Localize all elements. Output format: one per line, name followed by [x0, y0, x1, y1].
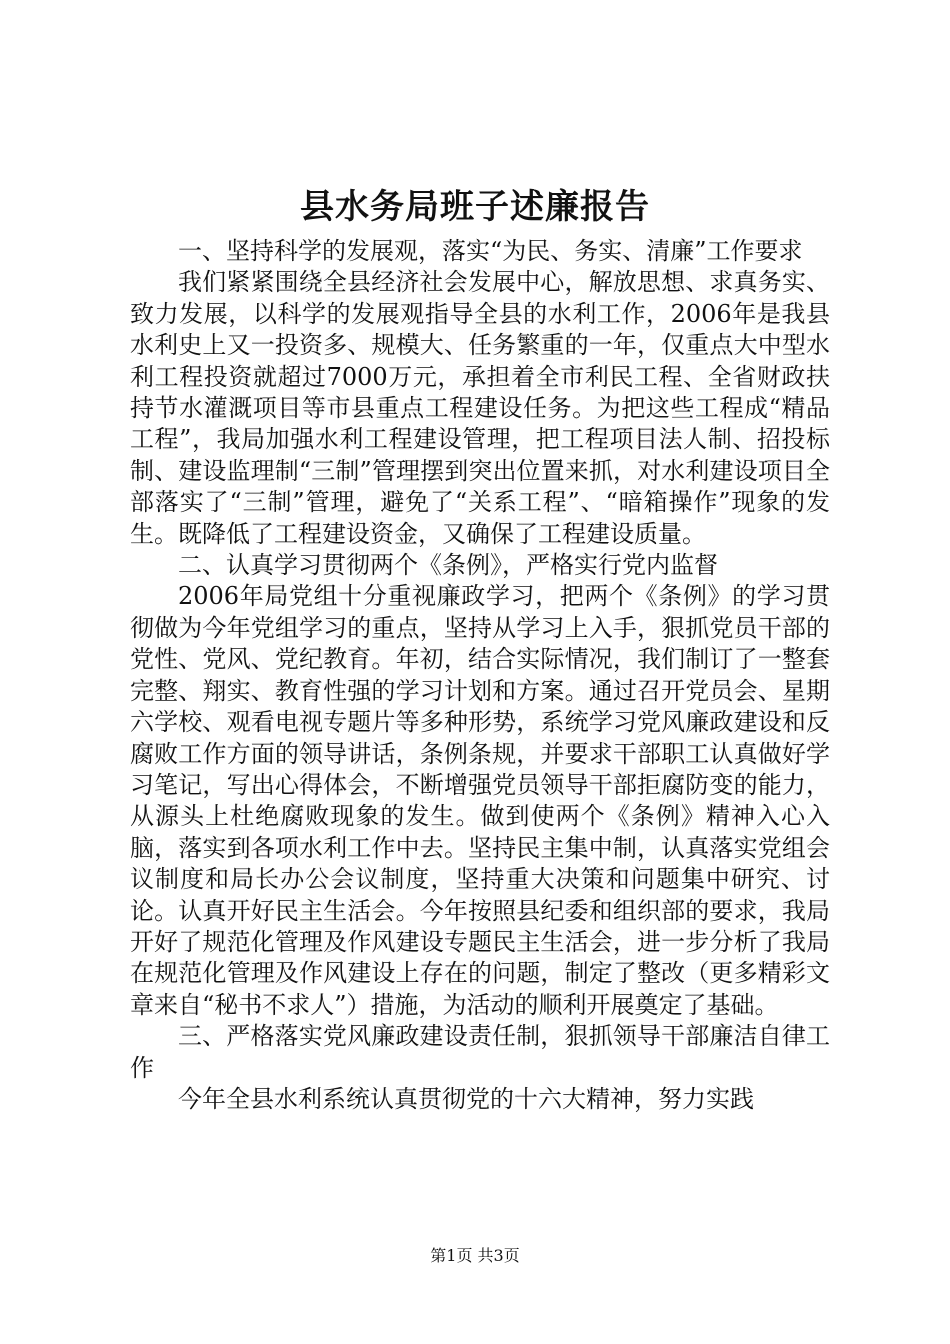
page-number-footer: 第1页 共3页: [430, 1246, 520, 1265]
section-heading-1: 一、坚持科学的发展观，落实“为民、务实、清廉”工作要求: [178, 237, 803, 265]
paragraph-1: 我们紧紧围绕全县经济社会发展中心，解放思想、求真务实、致力发展，以科学的发展观指导全县的水利工作，2006年是我县水利史上又一投资多、规模大、任务繁重的一年，仅重点大中型水利工程投资就超过7000万元，承担着全市利民工程、全省财政扶持节水灌溉项目等市县重点工程建设任务。为把这些工程成“精品工程”，我局加强水利工程建设管理，把工程项目法人制、招投标制、建设监理制“三制”管理摆到突出位置来抓，对水利建设项目全部落实了“三制”管理，避免了“关系工程”、“暗箱操作”现象的发生。既降低了工程建设资金，又确保了工程建设质量。: [130, 268, 830, 548]
paragraph-3: 今年全县水利系统认真贯彻党的十六大精神，努力实践: [178, 1084, 754, 1113]
section-heading-3: 三、严格落实党风廉政建设责任制，狠抓领导干部廉洁自律工作: [130, 1022, 830, 1082]
document-body: [130, 236, 830, 1115]
paragraph-2: 2006年局党组十分重视廉政学习，把两个《条例》的学习贯彻做为今年党组学习的重点，坚持从学习上入手，狠抓党员干部的党性、党风、党纪教育。年初，结合实际情况，我们制订了一整套完整、翔实、教育性强的学习计划和方案。通过召开党员会、星期六学校、观看电视专题片等多种形势，系统学习党风廉政建设和反腐败工作方面的领导讲话，条例条规，并要求干部职工认真做好学习笔记，写出心得体会，不断增强党员领导干部拒腐防变的能力，从源头上杜绝腐败现象的发生。做到使两个《条例》精神入心入脑，落实到各项水利工作中去。坚持民主集中制，认真落实党组会议制度和局长办公会议制度，坚持重大决策和问题集中研究、讨论。认真开好民主生活会。今年按照县纪委和组织部的要求，我局开好了规范化管理及作风建设专题民主生活会，进一步分析了我局在规范化管理及作风建设上存在的问题，制定了整改（更多精彩文章来自“秘书不求人”）措施，为活动的顺利开展奠定了基础。: [130, 582, 830, 1019]
section-heading-2: 二、认真学习贯彻两个《条例》，严格实行党内监督: [178, 551, 718, 580]
document-title: 县水务局班子述廉报告: [300, 187, 650, 227]
